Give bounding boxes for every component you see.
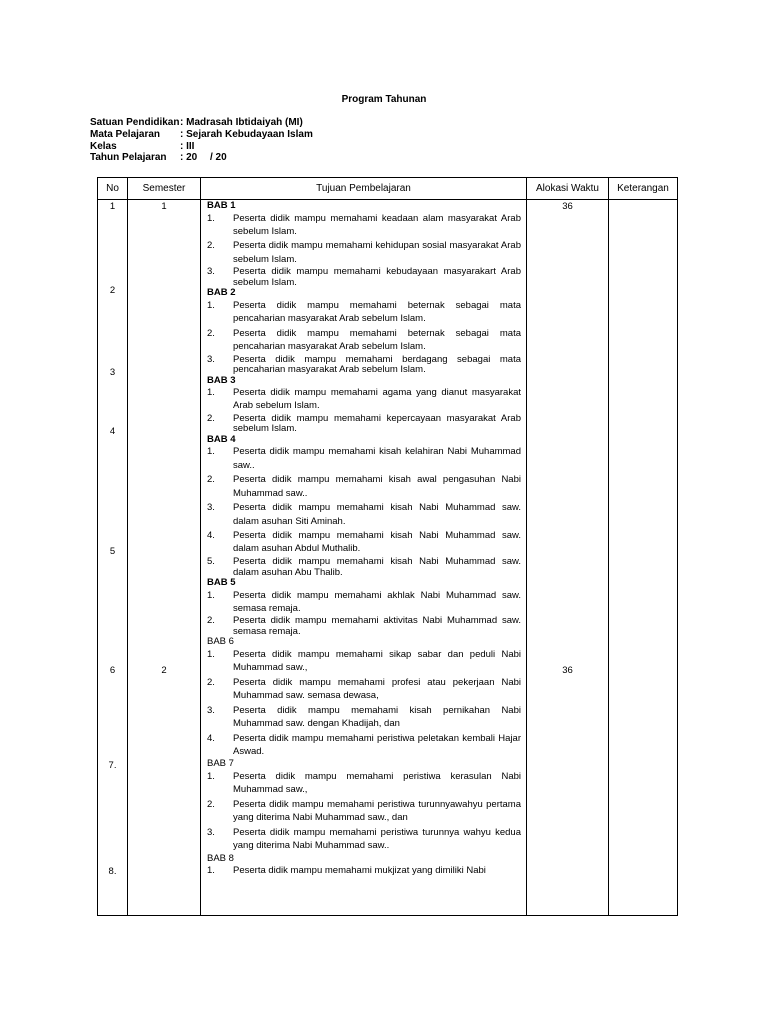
- meta-label: Mata Pelajaran: [90, 128, 161, 140]
- no-mark: 3: [109, 367, 116, 378]
- item-number: 5.: [207, 556, 215, 568]
- bab-title: BAB 8: [207, 852, 234, 864]
- list-item: [207, 327, 521, 354]
- item-text: Peserta didik mampu memahami keadaan alam masyarakat Arab sebelum Islam.: [233, 212, 521, 237]
- semester-mark: 2: [161, 665, 167, 676]
- item-number: 3.: [207, 826, 215, 838]
- meta-value: / 20: [210, 152, 227, 164]
- list-item: [207, 473, 521, 500]
- item-text: Peserta didik mampu memahami kepercayaan masyarakat Arab sebelum Islam.: [233, 412, 521, 435]
- meta-value: : III: [180, 140, 195, 152]
- no-mark: 8.: [108, 866, 117, 877]
- bab-title: BAB 5: [207, 577, 236, 589]
- item-text: Peserta didik mampu memahami aktivitas Nabi Muhammad saw. semasa remaja.: [233, 615, 521, 637]
- meta-value: : Madrasah Ibtidaiyah (MI): [180, 117, 303, 128]
- tujuan-column: [201, 200, 527, 916]
- list-item: [207, 445, 521, 472]
- item-text: Peserta didik mampu memahami kisah Nabi Muhammad saw. dalam asuhan Siti Aminah.: [233, 502, 521, 527]
- item-text: Peserta didik mampu memahami kehidupan sosial masyarakat Arab sebelum Islam.: [233, 240, 521, 265]
- meta-value: : Sejarah Kebudayaan Islam: [180, 128, 313, 140]
- item-text: Peserta didik mampu memahami beternak sebagai mata pencaharian masyarakat Arab sebelum Islam.: [233, 299, 521, 325]
- item-text: Peserta didik mampu memahami kisah Nabi Muhammad saw. dalam asuhan Abdul Muthalib.: [233, 530, 521, 555]
- list-item: [207, 267, 521, 288]
- item-number: 2.: [207, 474, 215, 486]
- no-mark: 7.: [108, 760, 117, 771]
- item-text: Peserta didik mampu memahami kisah awal pengasuhan Nabi Muhammad saw..: [233, 474, 521, 499]
- item-number: 2.: [207, 412, 215, 424]
- item-text: Peserta didik mampu memahami mukjizat yang dimiliki Nabi: [233, 865, 486, 877]
- list-item: [207, 212, 521, 239]
- item-text: Peserta didik mampu memahami peristiwa peletakan kembali Hajar Aswad.: [233, 732, 521, 757]
- item-number: 2.: [207, 327, 215, 339]
- header-no: No: [98, 178, 128, 200]
- list-item: [207, 557, 521, 578]
- item-text: Peserta didik mampu memahami profesi atau pekerjaan Nabi Muhammad saw. semasa dewasa,: [233, 676, 521, 702]
- bab-block: [207, 376, 521, 435]
- meta-value: : 20: [180, 152, 198, 164]
- bab-block: [207, 435, 521, 578]
- item-text: Peserta didik mampu memahami kisah Nabi Muhammad saw. dalam asuhan Abu Thalib.: [233, 556, 521, 578]
- table-row: [98, 200, 678, 916]
- list-item: [207, 355, 521, 376]
- item-number: 4.: [207, 530, 215, 542]
- item-number: 3.: [207, 502, 215, 514]
- meta-mata-pelajaran: [90, 129, 313, 141]
- item-number: 2.: [207, 798, 215, 810]
- program-table: [97, 177, 678, 916]
- list-item: [207, 616, 521, 637]
- semester-mark: 1: [161, 201, 167, 212]
- item-number: 2.: [207, 615, 215, 627]
- bab-title: BAB 3: [207, 374, 236, 386]
- no-column: [98, 200, 128, 916]
- header-semester: Semester: [128, 178, 201, 200]
- item-text: Peserta didik mampu memahami sikap sabar dan peduli Nabi Muhammad saw.,: [233, 648, 521, 674]
- list-item: [207, 770, 521, 797]
- header-keterangan: Keterangan: [609, 178, 678, 200]
- bab-block: [207, 578, 521, 637]
- item-text: Peserta didik mampu memahami akhlak Nabi Muhammad saw. semasa remaja.: [233, 589, 521, 614]
- item-number: 2.: [207, 240, 215, 252]
- alokasi-mark: 36: [562, 201, 573, 212]
- item-text: Peserta didik mampu memahami agama yang dianut masyarakat Arab sebelum Islam.: [233, 387, 521, 412]
- table-header-row: [98, 178, 678, 200]
- list-item: [207, 676, 521, 703]
- item-text: Peserta didik mampu memahami beternak sebagai mata pencaharian masyarakat Arab sebelum Islam.: [233, 327, 521, 352]
- list-item: [207, 529, 521, 556]
- meta-label: Tahun Pelajaran: [90, 152, 167, 164]
- item-number: 1.: [207, 648, 215, 660]
- bab-block: [207, 637, 521, 758]
- no-mark: 1: [109, 201, 116, 212]
- item-number: 1.: [207, 212, 215, 224]
- bab-title: BAB 7: [207, 758, 234, 770]
- bab-block: [207, 854, 521, 878]
- list-item: [207, 704, 521, 731]
- list-item: [207, 798, 521, 825]
- item-number: 1.: [207, 387, 215, 399]
- list-item: [207, 501, 521, 528]
- item-text: Peserta didik mampu memahami kisah pernikahan Nabi Muhammad saw. dengan Khadijah, dan: [233, 704, 521, 729]
- list-item: [207, 386, 521, 413]
- item-text: Peserta didik mampu memahami berdagang sebagai mata pencaharian masyarakat Arab sebelum Islam.: [233, 353, 521, 376]
- item-number: 3.: [207, 266, 215, 278]
- list-item: [207, 589, 521, 616]
- list-item: [207, 299, 521, 326]
- item-number: 4.: [207, 732, 215, 744]
- item-number: 1.: [207, 770, 215, 782]
- no-mark: 6: [109, 665, 116, 676]
- list-item: [207, 414, 521, 435]
- item-text: Peserta didik mampu memahami kisah kelahiran Nabi Muhammad saw..: [233, 446, 521, 471]
- meta-label: Satuan Pendidikan: [90, 117, 180, 128]
- item-text: Peserta didik mampu memahami peristiwa kerasulan Nabi Muhammad saw.,: [233, 770, 521, 796]
- bab-title: BAB 6: [207, 636, 234, 648]
- list-item: [207, 864, 521, 877]
- bab-block: [207, 759, 521, 852]
- header-alokasi: Alokasi Waktu: [527, 178, 609, 200]
- semester-column: [128, 200, 201, 916]
- item-text: Peserta didik mampu memahami kebudayaan masyarakart Arab sebelum Islam.: [233, 266, 521, 288]
- meta-kelas: [90, 141, 313, 153]
- list-item: [207, 648, 521, 675]
- bab-block: [207, 288, 521, 375]
- item-text: Peserta didik mampu memahami peristiwa turunnyawahyu pertama yang diterima Nabi Muhammad saw., dan: [233, 798, 521, 824]
- no-mark: 2: [109, 285, 116, 296]
- item-number: 2.: [207, 676, 215, 688]
- list-item: [207, 732, 521, 759]
- no-mark: 5: [109, 546, 116, 557]
- bab-title: BAB 1: [207, 200, 236, 211]
- list-item: [207, 239, 521, 266]
- item-text: Peserta didik mampu memahami peristiwa turunnya wahyu kedua yang diterima Nabi Muhammad saw..: [233, 826, 521, 852]
- item-number: 1.: [207, 299, 215, 311]
- header-tujuan: Tujuan Pembelajaran: [201, 178, 527, 200]
- keterangan-column: [609, 200, 678, 916]
- item-number: 1.: [207, 589, 215, 601]
- list-item: [207, 826, 521, 853]
- alokasi-column: [527, 200, 609, 916]
- document-title: Program Tahunan: [341, 94, 427, 105]
- meta-satuan-pendidikan: [90, 117, 313, 129]
- no-mark: 4: [109, 426, 116, 437]
- bab-block: [207, 201, 521, 288]
- item-number: 1.: [207, 446, 215, 458]
- item-number: 1.: [207, 865, 215, 877]
- meta-label: Kelas: [90, 140, 117, 152]
- item-number: 3.: [207, 704, 215, 716]
- meta-tahun-pelajaran: [90, 152, 313, 164]
- bab-title: BAB 2: [207, 287, 236, 299]
- item-number: 3.: [207, 353, 215, 365]
- document-meta: [90, 117, 313, 164]
- alokasi-mark: 36: [562, 665, 573, 676]
- bab-title: BAB 4: [207, 433, 236, 445]
